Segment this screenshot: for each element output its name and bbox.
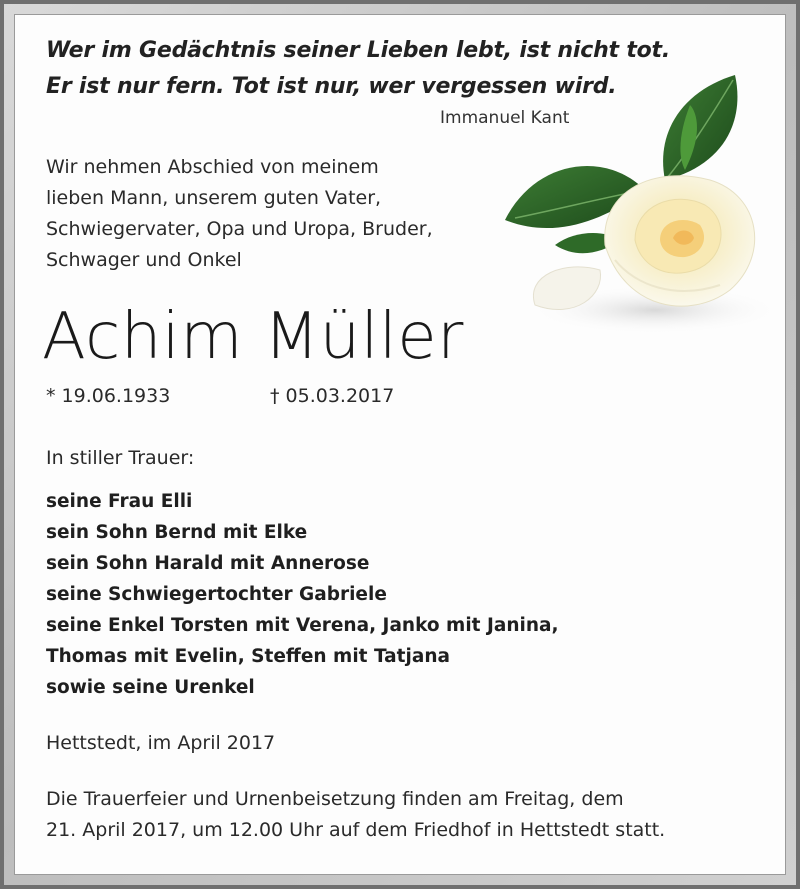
mourner-line: sowie seine Urenkel	[46, 677, 255, 698]
ceremony-line-2: 21. April 2017, um 12.00 Uhr auf dem Friedhof in Hettstedt statt.	[46, 819, 666, 841]
quote-line-1: Wer im Gedächtnis seiner Lieben lebt, ist nicht tot.	[46, 38, 671, 63]
place-date: Hettstedt, im April 2017	[46, 732, 276, 754]
ceremony-line-1: Die Trauerfeier und Urnenbeisetzung finden am Freitag, dem	[46, 788, 624, 810]
quote-line-2: Er ist nur fern. Tot ist nur, wer vergessen wird.	[46, 74, 617, 99]
mourner-line: seine Frau Elli	[46, 491, 193, 512]
mourner-line: sein Sohn Harald mit Annerose	[46, 553, 370, 574]
intro-line-4: Schwager und Onkel	[46, 249, 242, 271]
intro-line-3: Schwiegervater, Opa und Uropa, Bruder,	[46, 218, 433, 240]
intro-line-1: Wir nehmen Abschied von meinem	[46, 156, 379, 178]
intro-line-2: lieben Mann, unserem guten Vater,	[46, 187, 382, 209]
mourner-line: Thomas mit Evelin, Steffen mit Tatjana	[46, 646, 450, 667]
white-rose-illustration	[495, 70, 790, 345]
death-date: † 05.03.2017	[270, 385, 395, 407]
quote-author: Immanuel Kant	[440, 108, 570, 128]
mourner-line: seine Enkel Torsten mit Verena, Janko mit Janina,	[46, 615, 559, 636]
mourner-line: seine Schwiegertochter Gabriele	[46, 584, 387, 605]
deceased-name: Achim Müller	[42, 300, 464, 374]
mourner-line: sein Sohn Bernd mit Elke	[46, 522, 308, 543]
mourning-heading: In stiller Trauer:	[46, 447, 195, 469]
birth-date: * 19.06.1933	[46, 385, 171, 407]
